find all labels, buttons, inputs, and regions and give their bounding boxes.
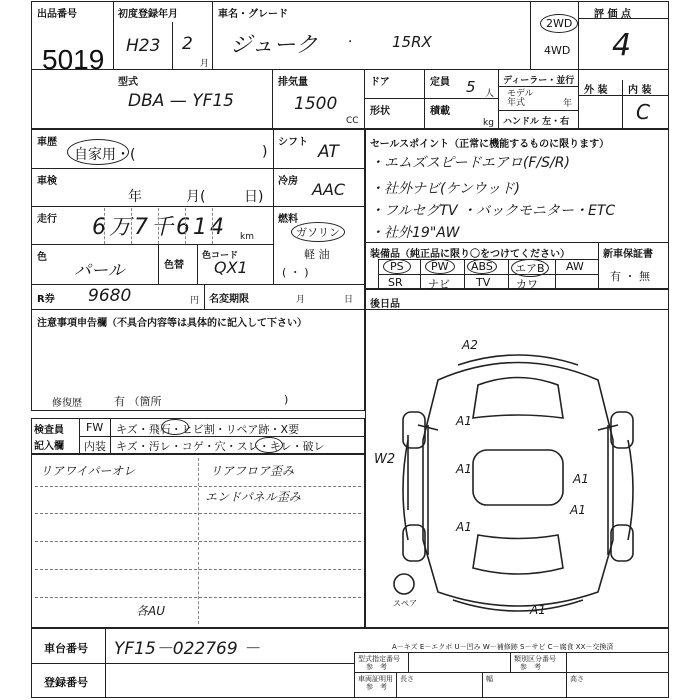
selling-points-label: セールスポイント（正常に機能するものに限ります） bbox=[370, 139, 610, 150]
interior-label: 内 装 bbox=[628, 85, 652, 96]
lot-number: 5019 bbox=[42, 44, 105, 75]
mileage-value: 6万7千614 bbox=[92, 215, 227, 240]
type-designation-label: 型式指定番号 bbox=[358, 655, 400, 663]
drive-2wd: 2WD bbox=[540, 14, 578, 33]
spare-label: スペア bbox=[393, 599, 417, 608]
repair-label: 修復歴 bbox=[52, 398, 82, 409]
load-label: 積載 bbox=[430, 106, 450, 117]
inspector-label-2: 記入欄 bbox=[34, 441, 64, 452]
displacement-value: 1500 bbox=[294, 94, 338, 114]
displacement-label: 排気量 bbox=[278, 77, 308, 88]
fuel-gasoline: ガソリン bbox=[291, 222, 345, 242]
selling-point-line-4: ・社外19"AW bbox=[370, 225, 460, 241]
chassis-label: 車台番号 bbox=[44, 642, 88, 655]
shift-value: AT bbox=[318, 142, 339, 162]
equip-ps: PS bbox=[383, 259, 411, 274]
equip-navi: ナビ bbox=[428, 278, 450, 291]
dims-label: 車両証明用 bbox=[358, 675, 393, 683]
chassis-value: YF15－022769 － bbox=[114, 639, 261, 659]
recycle-label: R券 bbox=[37, 294, 55, 305]
equip-abs: ABS bbox=[467, 259, 497, 274]
name-change-label: 名変期限 bbox=[209, 294, 249, 305]
warranty-value: 有 ・ 無 bbox=[610, 270, 650, 283]
lot-number-label: 出品番号 bbox=[37, 9, 77, 20]
warranty-label: 新車保証書 bbox=[603, 249, 653, 260]
category-label: 類別区分番号 bbox=[514, 655, 556, 663]
recycle-value: 9680 bbox=[88, 286, 132, 306]
mileage-label: 走行 bbox=[37, 214, 57, 225]
fuel-diesel: 軽 油 bbox=[304, 248, 330, 261]
inspector-label-1: 検査員 bbox=[34, 425, 64, 436]
cooler-label: 冷房 bbox=[278, 176, 298, 187]
dealer-label: ディーラー・並行 bbox=[503, 76, 575, 86]
shift-label: シフト bbox=[278, 137, 308, 148]
equipment-label: 装備品（純正品に限り〇をつけてください） bbox=[370, 249, 570, 260]
first-registration-era: H23 bbox=[126, 36, 161, 56]
model-value: DBA — YF15 bbox=[128, 91, 234, 111]
repair-value: 有 （箇所 bbox=[114, 395, 162, 408]
kg-unit: kg bbox=[483, 118, 494, 128]
color-change-label: 色替 bbox=[164, 260, 184, 271]
selling-point-line-3: ・フルセグTV ・バックモニター・ETC bbox=[370, 203, 616, 219]
registration-label: 登録番号 bbox=[44, 676, 88, 689]
remark-4: 各AU bbox=[136, 604, 165, 618]
rear-seat-label: 後日品 bbox=[370, 299, 400, 310]
recycle-unit: 円 bbox=[190, 296, 200, 306]
name-change-month: 月 bbox=[296, 295, 306, 305]
damage-legend: A－キズ E－エクボ U－凹み W－補修跡 S－サビ C－腐食 XX－交換済 bbox=[392, 643, 614, 651]
mark-a1-1: A1 bbox=[456, 414, 472, 428]
selling-point-line-2: ・社外ナビ(ケンウッド) bbox=[370, 181, 520, 197]
mark-a1-3: A1 bbox=[573, 472, 589, 486]
handle-label: ハンドル 左・右 bbox=[503, 117, 570, 127]
equip-pw: PW bbox=[425, 259, 455, 274]
fw-hisekki-circle bbox=[161, 419, 189, 435]
length-label: 長さ bbox=[400, 675, 414, 683]
category-ref: 参 考 bbox=[520, 663, 541, 671]
cooler-value: AAC bbox=[312, 180, 346, 199]
score-value: 4 bbox=[612, 28, 632, 63]
color-code-label: 色コード bbox=[202, 251, 239, 261]
capacity-label: 定員 bbox=[430, 77, 450, 88]
mark-w2: W2 bbox=[374, 452, 396, 467]
equip-airbag: エアB bbox=[511, 259, 549, 277]
first-registration-month: 2 bbox=[182, 34, 193, 54]
mark-a1-2: A1 bbox=[456, 462, 472, 476]
model-year-label: モデル 年式 bbox=[507, 89, 534, 108]
equip-leather: カワ bbox=[516, 278, 538, 291]
shaken-month: 月( bbox=[186, 189, 206, 205]
color-value: パール bbox=[74, 261, 125, 281]
interior-sure-circle bbox=[255, 437, 283, 453]
exterior-label: 外 装 bbox=[584, 85, 608, 96]
remark-3: エンドパネル歪み bbox=[205, 490, 301, 504]
doors-label: ドア bbox=[370, 77, 390, 88]
interior-value: C bbox=[636, 100, 650, 124]
history-label: 車歴 bbox=[37, 137, 57, 148]
history-value: 自家用・( bbox=[74, 147, 136, 163]
capacity-value: 5 bbox=[466, 78, 476, 96]
type-designation-ref: 参 考 bbox=[366, 663, 387, 671]
equip-aw: AW bbox=[566, 260, 584, 273]
fw-label: FW bbox=[86, 421, 104, 434]
shape-label: 形状 bbox=[370, 106, 390, 117]
dims-ref: 参 考 bbox=[366, 683, 387, 691]
mark-a1-6: A1 bbox=[530, 603, 546, 617]
person-unit: 人 bbox=[485, 89, 495, 99]
remark-1: リアワイパーオレ bbox=[40, 464, 136, 478]
remark-2: リアフロア歪み bbox=[210, 464, 295, 478]
shaken-day: 日) bbox=[244, 189, 264, 205]
height-label: 高さ bbox=[570, 675, 584, 683]
car-name-label: 車名・グレード bbox=[218, 9, 288, 20]
fuel-label: 燃料 bbox=[278, 214, 298, 225]
width-label: 幅 bbox=[486, 675, 493, 683]
interior-check-text: キズ・汚レ・コゲ・穴・スレ・キレ・破レ bbox=[116, 440, 325, 453]
car-damage-diagram bbox=[368, 330, 668, 630]
selling-point-line-1: ・エムズスピードエアロ(F/S/R) bbox=[370, 155, 570, 171]
mark-a1-4: A1 bbox=[570, 503, 586, 517]
fuel-paren: ( ・ ) bbox=[282, 266, 309, 279]
cc-unit: CC bbox=[346, 116, 359, 126]
mark-a1-5: A1 bbox=[456, 520, 472, 534]
name-change-day: 日 bbox=[344, 295, 354, 305]
mark-a2: A2 bbox=[462, 338, 478, 352]
year-unit: 年 bbox=[563, 99, 573, 109]
equip-sr: SR bbox=[388, 276, 403, 289]
mileage-unit: km bbox=[240, 232, 254, 242]
car-name: ジューク bbox=[230, 33, 318, 58]
month-unit: 月 bbox=[200, 59, 210, 69]
shaken-year: 年 bbox=[128, 189, 142, 205]
car-grade: 15RX bbox=[392, 33, 432, 51]
drive-4wd: 4WD bbox=[544, 44, 571, 57]
history-circle bbox=[67, 139, 129, 165]
interior-check-label: 内装 bbox=[84, 440, 106, 453]
model-label: 型式 bbox=[118, 77, 138, 88]
repair-close: ) bbox=[284, 393, 289, 406]
color-label: 色 bbox=[37, 252, 47, 263]
score-label: 評 価 点 bbox=[594, 9, 631, 20]
shaken-label: 車検 bbox=[37, 176, 57, 187]
equip-tv: TV bbox=[476, 276, 491, 289]
color-code-value: QX1 bbox=[214, 258, 248, 277]
notes-label: 注意事項申告欄（不具合内容等は具体的に記入して下さい） bbox=[37, 318, 307, 329]
first-registration-label: 初度登録年月 bbox=[118, 9, 178, 20]
fw-text: キズ・飛石・ヒビ割・リペア跡・X要 bbox=[116, 423, 300, 436]
history-close: ) bbox=[262, 144, 268, 160]
